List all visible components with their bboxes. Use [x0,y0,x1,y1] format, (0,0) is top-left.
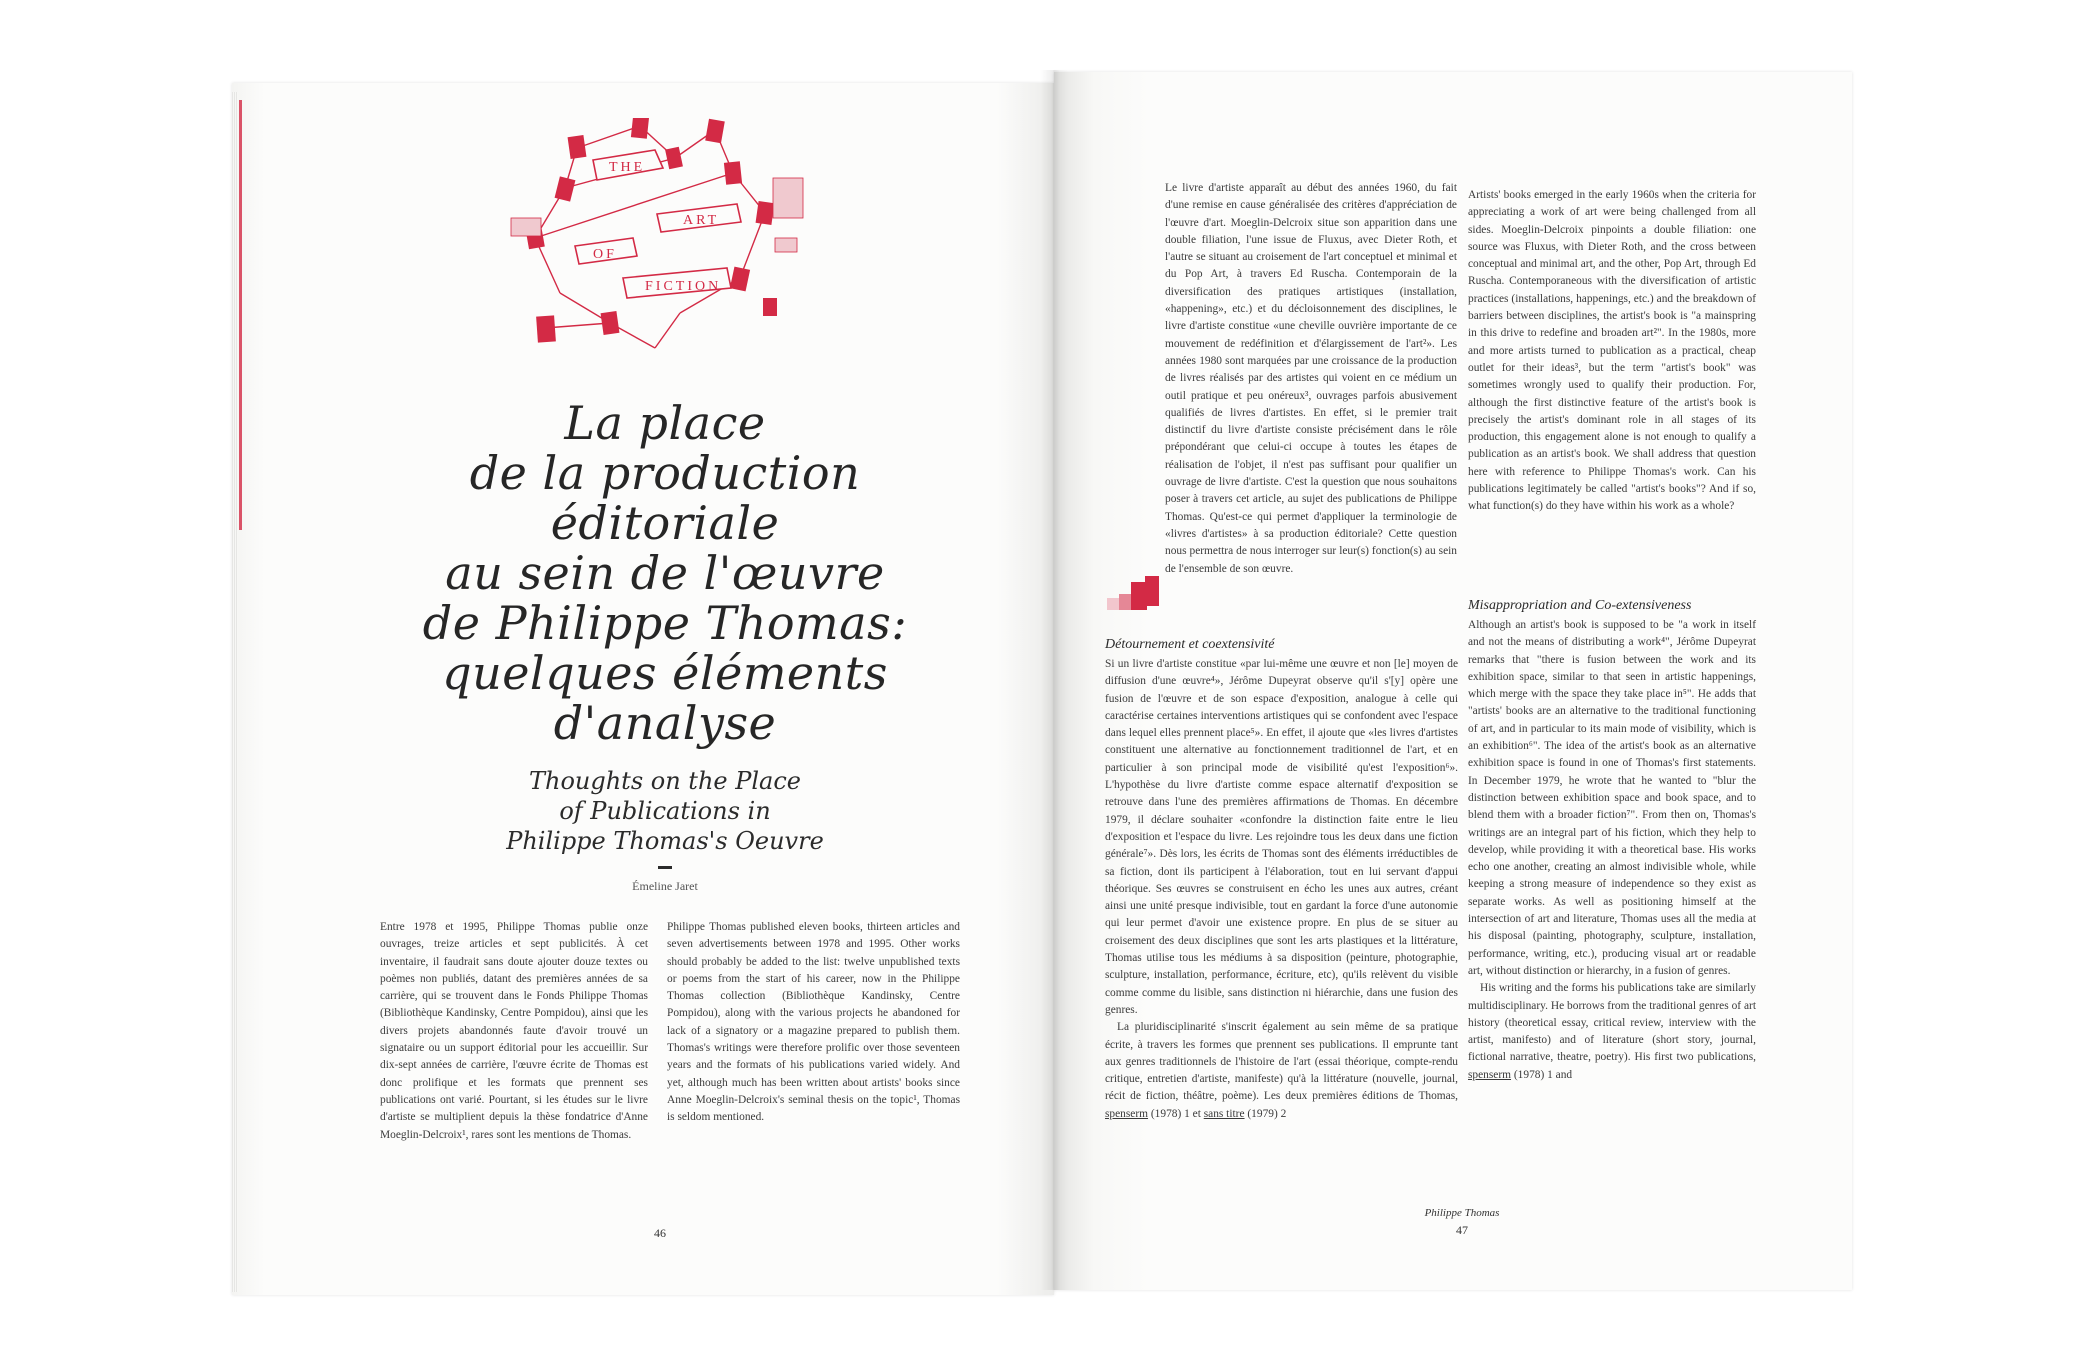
title-line: de la production [469,446,861,500]
book-title-link: spenserm [1105,1107,1149,1120]
title-line: d'analyse [553,696,777,750]
page-number-left: 46 [654,1226,666,1240]
art-of-fiction-logo [505,118,825,368]
subtitle-line: of Publications in [559,797,771,825]
article-subtitle [395,766,935,856]
right-french-section-column [1105,637,1458,1123]
right-english-intro-column [1468,187,1756,516]
left-english-column [667,919,960,1127]
gutter-shadow [1040,70,1068,1290]
text-run: (1979) 2 [1244,1107,1287,1120]
title-line: La place [564,396,766,450]
page-number-right: 47 [1456,1223,1468,1237]
article-title-block [395,398,935,894]
logo-word-art: ART [683,213,720,228]
article-title [395,398,935,748]
text-run: (1978) 1 and [1511,1068,1573,1081]
logo-word-of: OF [593,247,617,262]
paragraph: Entre 1978 et 1995, Philippe Thomas publie onze ouvrages, treize articles et sept publicités. À cet inventaire, il faudrait sans doute ajouter douze textes ou poèmes non publiés, datant des premières années de sa carrière, qui se trouvent dans le Fonds Philippe Thomas (Bibliothèque Kandinsky, Centre Pompidou), ainsi que les divers projets abandonnés faute d'avoir trouvé un signataire ou un support éditorial pour les accueillir. Sur dix-sept années de carrière, l'œuvre écrite de Thomas est donc prolifique et les formats que prennent ses publications ont varié. Pourtant, si les études sur le livre d'artiste se multiplient depuis la thèse fondatrice d'Anne Moeglin-Delcroix¹, rares sont les mentions de Thomas. [380,921,648,1141]
title-divider [658,866,672,869]
paragraph: Philippe Thomas published eleven books, thirteen articles and seven advertisements between 1978 and 1995. Other works should probably be added to the list: twelve unpublished texts or poems from the start of his career, now in the Philippe Thomas collection (Bibliothèque Kandinsky, Centre Pompidou), along with the various projects he abandoned for lack of a signatory or a magazine prepared to publish them. Thomas's writings were therefore prolific over those seventeen years and the formats of his publications varied widely. And yet, although much has been written about artists' books since Anne Moeglin-Delcroix's seminal thesis on the topic¹, Thomas is seldom mentioned. [667,921,960,1124]
paragraph [1468,980,1756,1084]
running-head: Philippe Thomas [1424,1207,1500,1219]
section-heading-fr: Détournement et coextensivité [1105,637,1275,652]
paragraph: Le livre d'artiste apparaît au début des années 1960, du fait d'une remise en cause généralisée des critères d'appréciation de l'œuvre d'art. Moeglin-Delcroix situe son apparition dans une double filiation, l'une issue de Fluxus, avec Dieter Roth, et l'autre se situant au croisement de l'art conceptuel et minimal et du Pop Art, à travers Ed Ruscha. Contemporain de la diversification des pratiques artistiques (installation, «happening», etc.) et du décloisonnement des disciplines, le livre d'artiste constitue «une cheville ouvrière importante de ce mouvement de redéfinition et d'élargissement de l'art²». Les années 1980 sont marquées par une croissance de la production de livres réalisés par des artistes qui voient en ce médium un outil pratique et peu onéreux³, ouvrages parfois abusivement qualifiés de livres d'artistes. En effet, si le premier trait distinctif du livre d'artiste consiste précisément dans le rôle prépondérant que celui-ci occupe à toutes les étapes de réalisation de l'objet, il n'est pas suffisant pour qualifier un ouvrage de livre d'artiste. C'est la question que nous souhaitons poser à travers cet article, au sujet des publications de Philippe Thomas. Qu'est-ce qui permet d'appliquer la terminologie de «livres d'artistes» à sa production éditoriale? Cette question nous permettra de nous interroger sur leur(s) fonction(s) au sein de l'ensemble de son œuvre. [1165,182,1457,575]
paragraph: Si un livre d'artiste constitue «par lui-même une œuvre et non [le] moyen de diffusion d'une œuvre⁴», Jérôme Dupeyrat observe qu'il s'[y] opère une fusion de l'œuvre et de son espace d'exposition, analogue à celle qui caractérise certaines interventions artistiques qui se confondent avec l'espace dans lequel elles prennent place⁵». En effet, il ajoute que «les livres d'artistes constituent une alternative au fonctionnement traditionnel de l'art, et en particulier à son principal mode de visibilité qu'est l'exposition⁶». L'hypothèse du livre d'artiste comme espace alternatif d'exposition se retrouve dans l'une des premières affirmations de Thomas. En décembre 1979, il déclare souhaiter «confondre la distinction faite entre le lieu d'exposition et l'espace du livre. Les rejoindre tous les deux dans une fiction générale⁷». Dès lors, les écrits de Thomas sont des éléments irréductibles de sa fiction, dont ils participent à l'élaboration, tout en lui servant d'appui théorique. Ses œuvres se construisent en écho les unes aux autres, créant ainsi une unité presque indivisible, tout en gardant la force d'une autonomie qui leur permet d'avoir une existence propre. En plus de se situer au croisement des deux disciplines que sont les arts plastiques et la littérature, Thomas utilise tous les médiums à sa disposition (peinture, photographie, sculpture, installation, performance, écriture, etc), qu'ils relèvent du visible comme comme du lisible, sans distinction ni hiérarchie, dans une fusion des genres. [1105,658,1458,1016]
book-title-link: sans titre [1203,1107,1245,1120]
subtitle-line: Philippe Thomas's Oeuvre [506,827,824,855]
left-french-column [380,919,648,1144]
book-title-link: spenserm [1468,1068,1512,1081]
subtitle-line: Thoughts on the Place [528,767,802,795]
paragraph: Although an artist's book is supposed to be "a work in itself and not the means of distributing a work⁴", Jérôme Dupeyrat remarks that "there is fusion between the work and its exhibition space, similar to that seen in artistic happenings, which merge with the space they take place in⁵". He adds that "artists' books are an alternative to the traditional functioning of art, and in particular to its main mode of visibility, which is an exhibition⁶". The idea of the artist's book as an alternative exhibition space is found in one of Thomas's first statements. In December 1979, he wrote that he wanted to "blur the distinction between exhibition space and book space, and to blend them with a broader fiction⁷". From then on, Thomas's writings are an integral part of his fiction, which they help to develop, while providing it with a theoretical base. His works echo one another, creating an almost indivisible whole, while keeping a strong measure of independence so they exist as separate works. As well as positioning himself at the intersection of art and literature, Thomas uses all the media at his disposal (painting, photography, sculpture, installation, performance, writing, etc.), producing visual art or readable art, without distinction or hierarchy, in a fusion of genres. [1468,619,1756,977]
title-line: au sein de l'œuvre [445,546,885,600]
title-line: éditoriale [550,496,780,550]
logo-word-the: THE [609,160,646,175]
logo-word-fiction: FICTION [645,279,722,294]
section-heading-en: Misappropriation and Co-extensiveness [1468,598,1692,613]
text-run: (1978) 1 et [1148,1107,1204,1120]
red-block-ornament [1103,572,1163,612]
right-english-section-column [1468,598,1756,1084]
paragraph: Artists' books emerged in the early 1960s when the criteria for appreciating a work of art were being challenged from all sides. Moeglin-Delcroix pinpoints a double filiation: one source was Fluxus, with Dieter Roth, and the cross between conceptual and minimal art, and the other, Pop Art, through Ed Ruscha. Contemporaneous with the diversification of artistic practices (installations, happenings, etc.) and the breakdown of barriers between disciplines, the artist's book is "a mainspring in this drive to redefine and broaden art²". In the 1980s, more and more artists turned to publication as a practical, cheap outlet for their ideas³, but the term "artist's book" was sometimes wrongly used to qualify their production. For, although the first distinctive feature of the artist's book is precisely the artist's dominant role in all stages of its production, this engagement alone is not enough to qualify a publication as an artist's book. We shall address that question here with reference to Philippe Thomas's work. Can his publications legitimately be called "artist's books"? And if so, what function(s) do they have within his work as a whole? [1468,189,1756,513]
title-line: quelques éléments [442,646,888,700]
text-run: His writing and the forms his publications take are similarly multidisciplinary. He borrows from the traditional genres of art history (theoretical essay, critical review, interview with the artist, manifesto) and of literature (short story, journal, fictional narrative, theatre, poetry). His first two publications, [1468,982,1756,1064]
paragraph [1105,1019,1458,1123]
red-page-edge [239,100,242,530]
author-name: Émeline Jaret [632,879,698,893]
title-line: de Philippe Thomas: [422,596,908,650]
page-edges [232,92,238,1292]
right-french-intro-column [1165,180,1457,578]
text-run: La pluridisciplinarité s'inscrit également au sein même de sa pratique écrite, à travers les formes que prennent ses publications. Il emprunte tant aux genres traditionnels de l'histoire de l'art (essai théorique, compte-rendu critique, entretien d'artiste, manifeste) qu'à la littérature (nouvelle, journal, récit de fiction, théâtre, poème). Les deux premières éditions de Thomas, [1105,1021,1458,1103]
